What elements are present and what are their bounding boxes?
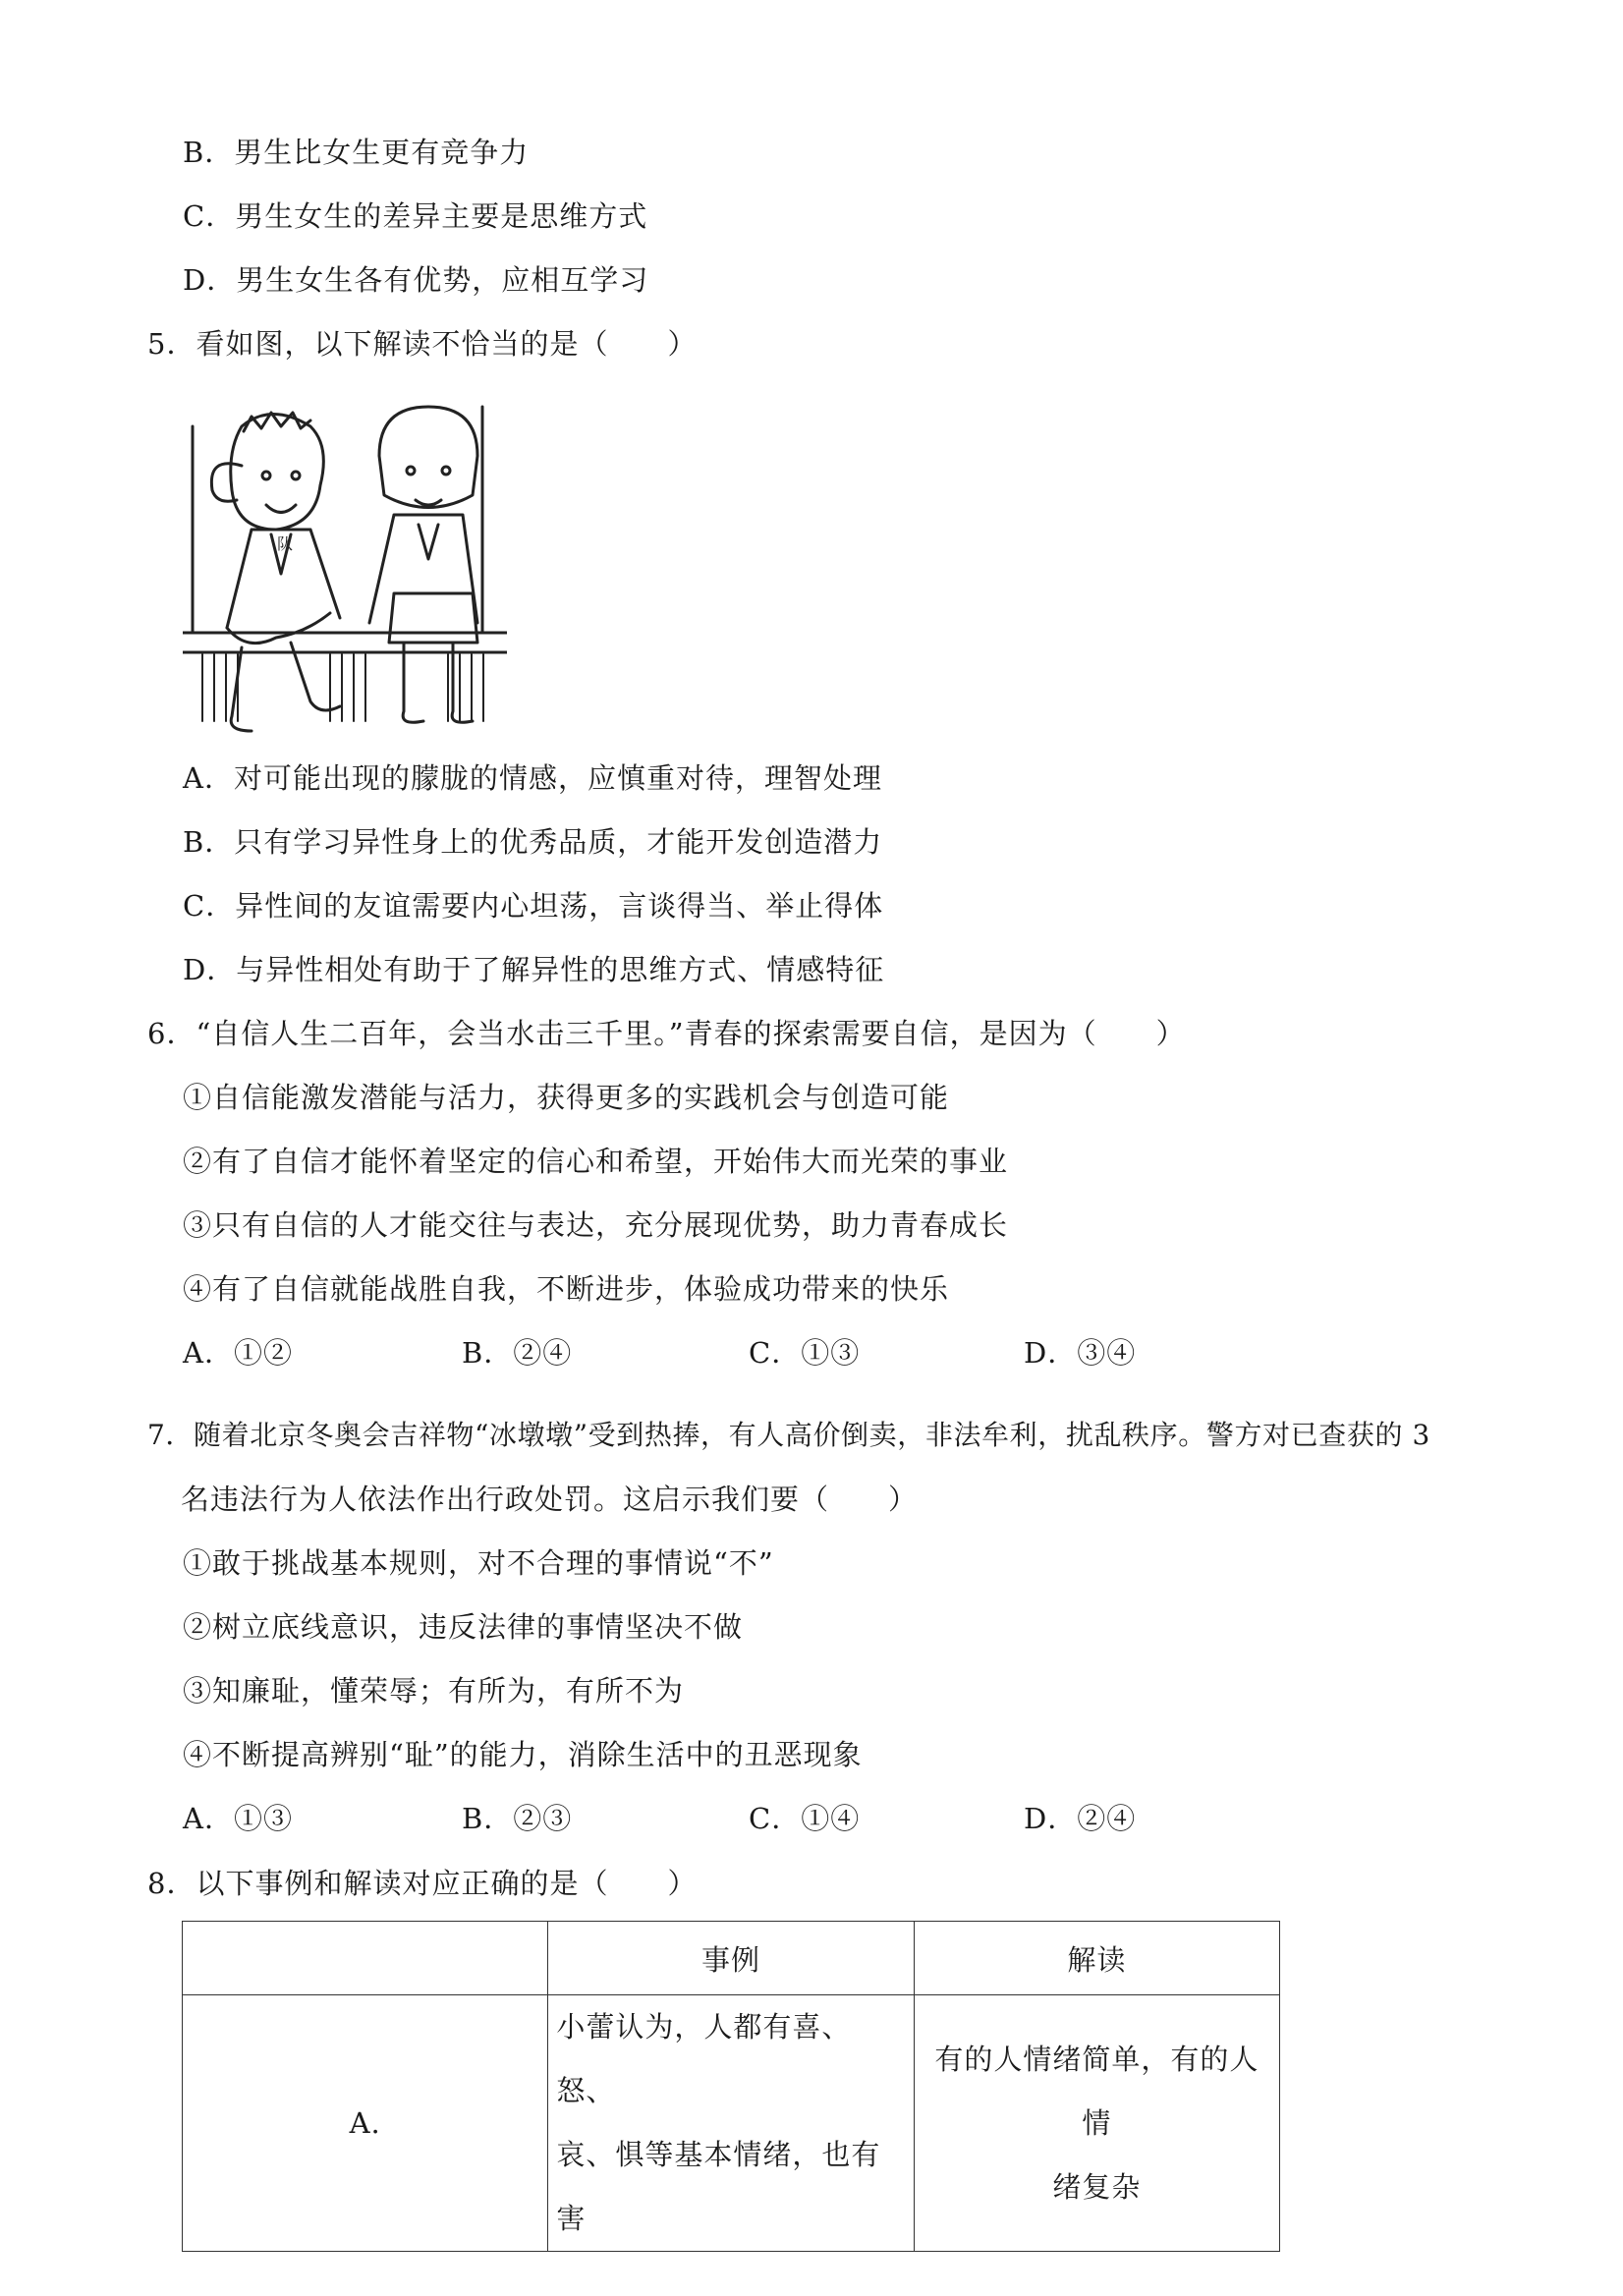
q7-choice-a: A．①③ <box>183 1802 293 1835</box>
q8-row-a-case <box>548 1995 914 2252</box>
q8-row-a-reading-line1: 有的人情绪简单，有的人情 <box>934 2042 1259 2140</box>
q8-table-header-row <box>183 1922 1280 1995</box>
q7-choice-c: C．①④ <box>749 1802 861 1835</box>
q6-stem: 6．“自信人生二百年，会当水击三千里。”青春的探索需要自信，是因为（ ） <box>147 1017 1186 1050</box>
q8-header-case: 事例 <box>548 1922 914 1995</box>
q6-choice-a: A．①② <box>183 1336 293 1370</box>
q6-choice-b: B．②④ <box>462 1336 573 1370</box>
q8-row-a-reading <box>914 1995 1279 2252</box>
q6-choice-c: C．①③ <box>749 1336 861 1370</box>
q4-option-b: B．男生比女生更有竞争力 <box>183 136 530 169</box>
q7-choice-b: B．②③ <box>462 1802 573 1835</box>
q6-item-3: ③只有自信的人才能交往与表达，充分展现优势，助力青春成长 <box>183 1208 1009 1242</box>
q7-choice-d: D．②④ <box>1024 1802 1137 1835</box>
q6-item-1: ①自信能激发潜能与活力，获得更多的实践机会与创造可能 <box>183 1081 950 1114</box>
table-row <box>183 1995 1280 2252</box>
q8-table <box>182 1921 1280 2252</box>
q4-option-c: C．男生女生的差异主要是思维方式 <box>183 199 648 233</box>
q7-item-4: ④不断提高辨别“耻”的能力，消除生活中的丑恶现象 <box>183 1738 863 1771</box>
q5-stem: 5．看如图，以下解读不恰当的是（ ） <box>147 327 698 361</box>
q8-stem: 8．以下事例和解读对应正确的是（ ） <box>147 1867 698 1900</box>
q8-row-a-case-line1: 小蕾认为，人都有喜、怒、 <box>556 2010 852 2107</box>
q8-row-a-reading-line2: 绪复杂 <box>1052 2169 1142 2204</box>
q5-option-b: B．只有学习异性身上的优秀品质，才能开发创造潜力 <box>183 825 883 859</box>
q8-row-a-label: A. <box>183 1995 548 2252</box>
q4-option-d: D．男生女生各有优势，应相互学习 <box>183 263 649 297</box>
q6-choice-d: D．③④ <box>1024 1336 1137 1370</box>
q8-header-reading: 解读 <box>914 1922 1279 1995</box>
q7-stem-line2: 名违法行为人依法作出行政处罚。这启示我们要（ ） <box>181 1483 919 1516</box>
q6-item-2: ②有了自信才能怀着坚定的信心和希望，开始伟大而光荣的事业 <box>183 1145 1009 1178</box>
q5-figure-badge-text: 队 <box>277 534 294 553</box>
q7-stem-line1: 7．随着北京冬奥会吉祥物“冰墩墩”受到热捧，有人高价倒卖，非法牟利，扰乱秩序。警方对已查获的 3 <box>147 1419 1430 1451</box>
q5-cartoon-figure <box>183 397 507 741</box>
q6-item-4: ④有了自信就能战胜自我，不断进步，体验成功带来的快乐 <box>183 1272 950 1306</box>
q7-item-2: ②树立底线意识，违反法律的事情坚决不做 <box>183 1610 744 1644</box>
q5-option-a: A．对可能出现的朦胧的情感，应慎重对待，理智处理 <box>183 761 882 795</box>
q8-row-a-case-line2: 哀、惧等基本情绪，也有害 <box>556 2138 881 2235</box>
q7-item-1: ①敢于挑战基本规则，对不合理的事情说“不” <box>183 1546 774 1580</box>
q8-header-empty <box>183 1922 548 1995</box>
q5-option-d: D．与异性相处有助于了解异性的思维方式、情感特征 <box>183 953 885 986</box>
q5-option-c: C．异性间的友谊需要内心坦荡，言谈得当、举止得体 <box>183 889 884 923</box>
q7-item-3: ③知廉耻，懂荣辱；有所为，有所不为 <box>183 1674 685 1708</box>
